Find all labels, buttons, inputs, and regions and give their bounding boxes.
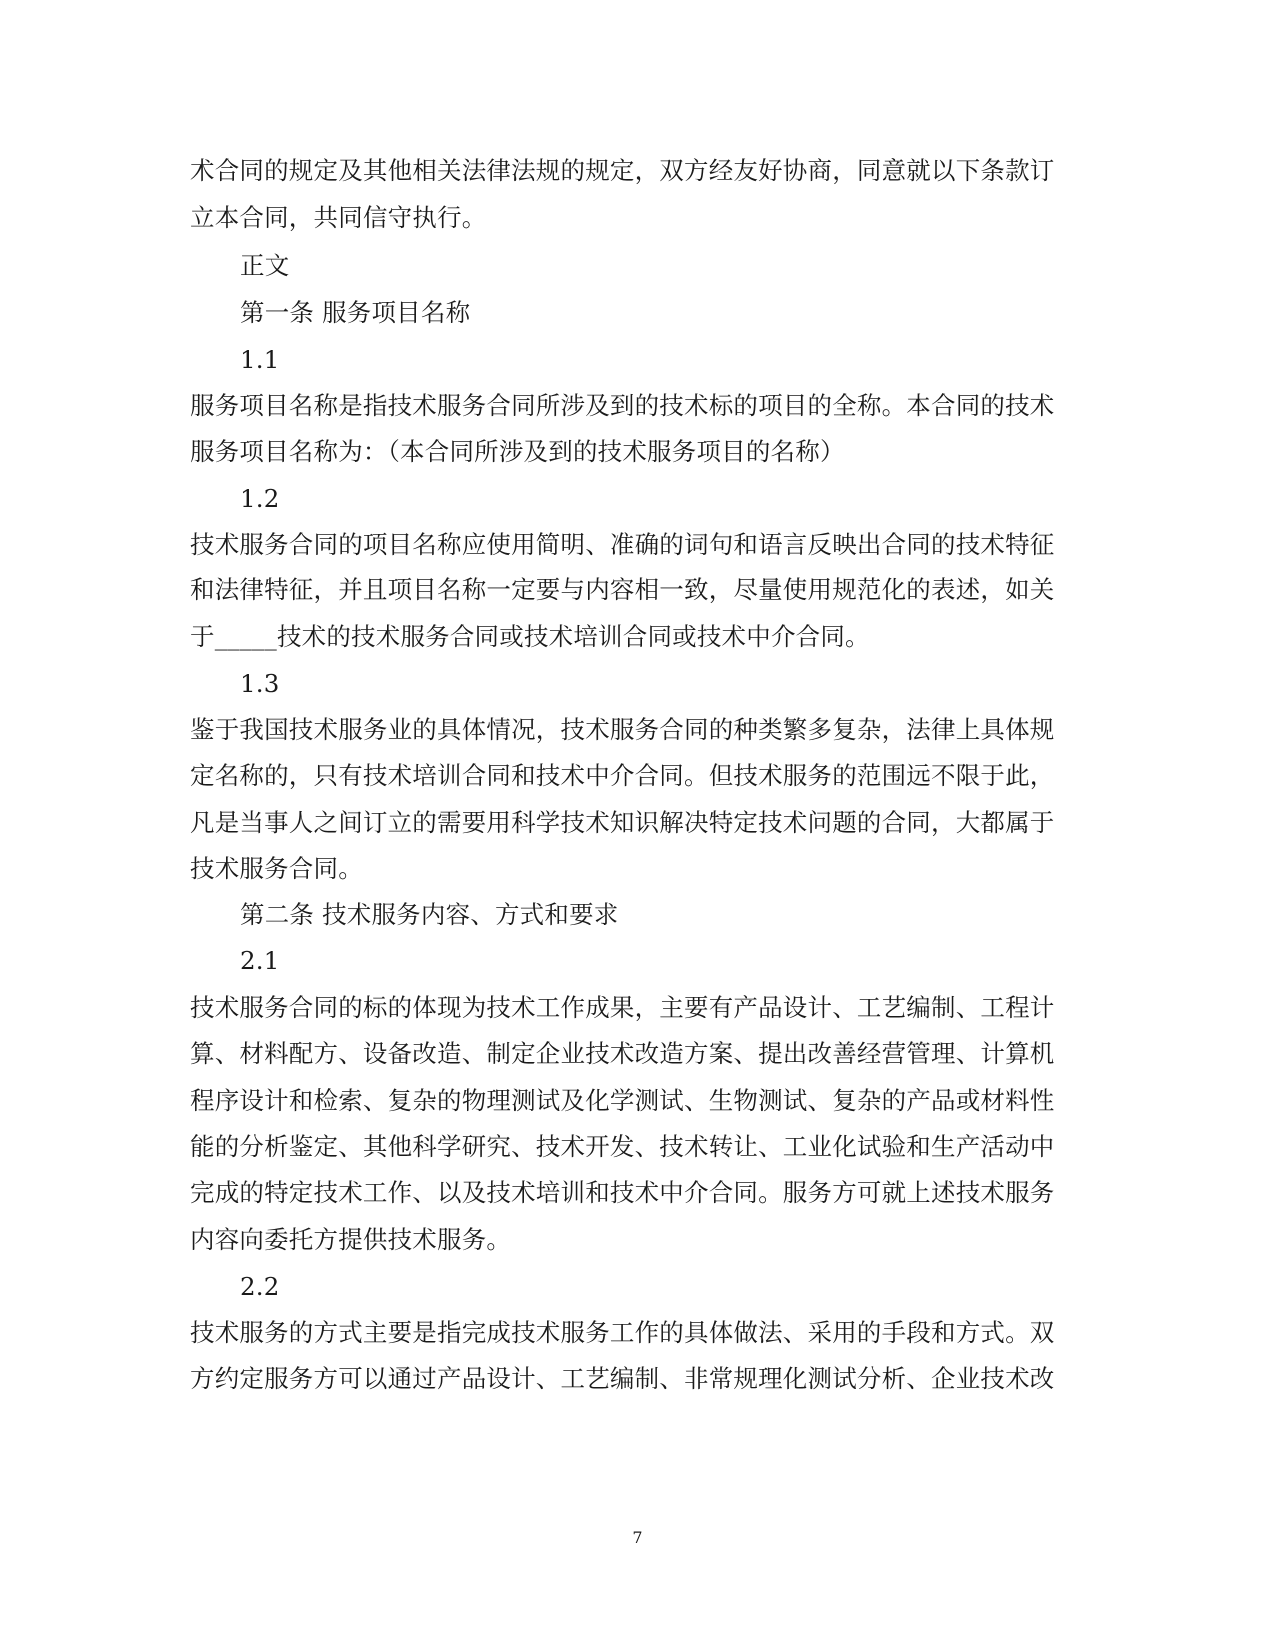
body-line: 程序设计和检索、复杂的物理测试及化学测试、生物测试、复杂的产品或材料性 <box>190 1086 1055 1115</box>
body-line: 内容向委托方提供技术服务。 <box>190 1225 512 1254</box>
article-heading: 第二条 技术服务内容、方式和要求 <box>240 900 619 929</box>
body-line: 和法律特征，并且项目名称一定要与内容相一致，尽量使用规范化的表述，如关 <box>190 575 1055 604</box>
body-line: 技术服务合同的标的体现为技术工作成果，主要有产品设计、工艺编制、工程计 <box>190 993 1055 1022</box>
article-heading: 第一条 服务项目名称 <box>240 298 471 327</box>
clause-number: 1.1 <box>240 345 280 374</box>
clause-number: 1.2 <box>240 484 280 513</box>
body-line: 完成的特定技术工作、以及技术培训和技术中介合同。服务方可就上述技术服务 <box>190 1178 1055 1207</box>
body-line: 于_____技术的技术服务合同或技术培训合同或技术中介合同。 <box>190 622 870 651</box>
body-line: 技术服务的方式主要是指完成技术服务工作的具体做法、采用的手段和方式。双 <box>190 1318 1055 1347</box>
body-line: 能的分析鉴定、其他科学研究、技术开发、技术转让、工业化试验和生产活动中 <box>190 1132 1055 1161</box>
clause-number: 2.2 <box>240 1272 280 1301</box>
body-line: 定名称的，只有技术培训合同和技术中介合同。但技术服务的范围远不限于此， <box>190 761 1055 790</box>
body-line: 立本合同，共同信守执行。 <box>190 203 487 232</box>
body-line: 鉴于我国技术服务业的具体情况，技术服务合同的种类繁多复杂，法律上具体规 <box>190 715 1055 744</box>
clause-number: 2.1 <box>240 946 280 975</box>
body-line: 方约定服务方可以通过产品设计、工艺编制、非常规理化测试分析、企业技术改 <box>190 1364 1055 1393</box>
section-heading: 正文 <box>240 251 290 280</box>
body-line: 技术服务合同。 <box>190 854 363 883</box>
clause-number: 1.3 <box>240 669 280 698</box>
body-line: 算、材料配方、设备改造、制定企业技术改造方案、提出改善经营管理、计算机 <box>190 1039 1055 1068</box>
page-number: 7 <box>632 1528 643 1547</box>
body-line: 服务项目名称是指技术服务合同所涉及到的技术标的项目的全称。本合同的技术 <box>190 391 1055 420</box>
body-line: 凡是当事人之间订立的需要用科学技术知识解决特定技术问题的合同，大都属于 <box>190 808 1055 837</box>
body-line: 技术服务合同的项目名称应使用简明、准确的词句和语言反映出合同的技术特征 <box>190 530 1055 559</box>
body-line: 术合同的规定及其他相关法律法规的规定，双方经友好协商，同意就以下条款订 <box>190 156 1055 185</box>
body-line: 服务项目名称为：（本合同所涉及到的技术服务项目的名称） <box>190 437 845 466</box>
